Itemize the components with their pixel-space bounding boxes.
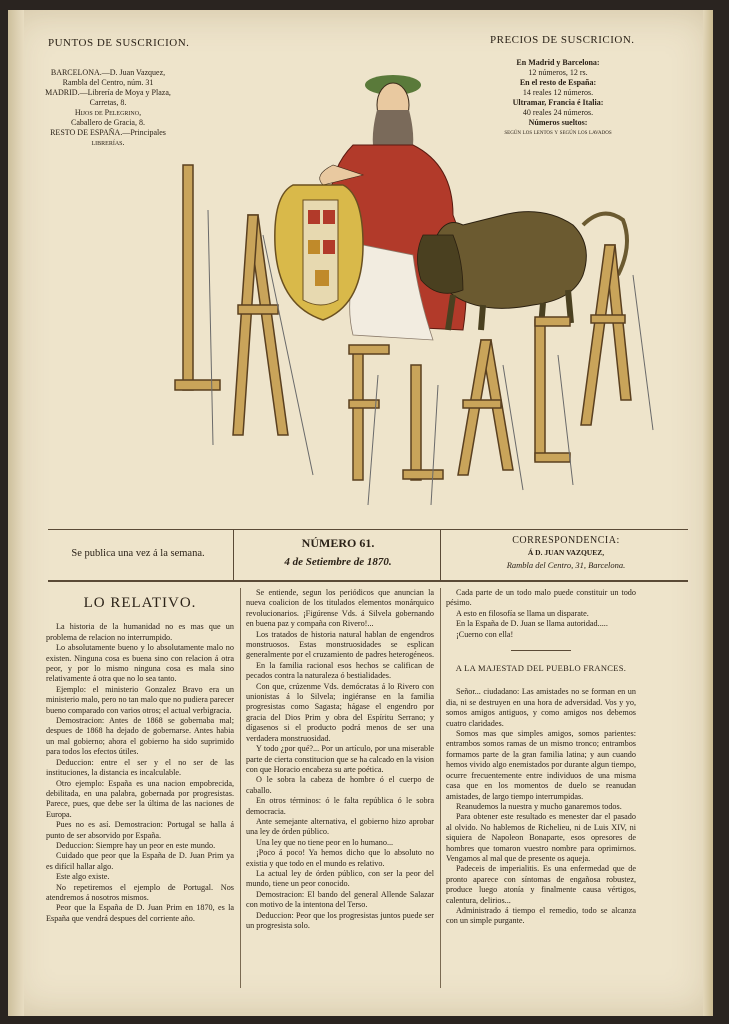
paragraph: Para obtener este resultado es menester dar el pasado al olvido. No hablemos de Richelieu, ni de Luis XIV, ni siquiera de Napoleon Bonaparte, esos opresores de hombres que tomaron vuestro nombre para oprimirnos. Vengamos al mal que de presente os aqueja. [446,812,636,863]
price-line: Ultramar, Francia é Italia: [512,98,604,107]
article-column-2 [246,588,434,931]
logo-letter-L [183,165,193,390]
column-rule [240,588,241,988]
paragraph: Ante semejante alternativa, el gobierno hizo aprobar una ley de órden público. [246,816,434,837]
binding-edge-left [8,10,24,1016]
divider-rule [48,581,688,582]
logo-letter-A-left [233,215,258,435]
paragraph: O le sobra la cabeza de hombre ó el cuerpo de caballo. [246,775,434,795]
paragraph: ¡Poco á poco! Ya hemos dicho que lo absoluto no existia y que todo en el mundo es relativo. [246,848,434,868]
publication-frequency: Se publica una vez á la semana. [71,548,205,559]
paragraph: En la familia racional esos hechos se califican de pecados contra la naturaleza ó bestialidades. [246,660,434,681]
paragraph: Demostracion: El bando del general Allende Salazar con motivo de la intentona del Terso. [246,889,434,910]
correspondence-name: Á D. JUAN VAZQUEZ, [527,548,605,557]
article-lo-relativo [46,588,234,924]
subscription-line: Rambla del Centro, núm. 31 [62,78,154,87]
newspaper-page [8,10,713,1016]
logo-letter-C [535,320,545,460]
paragraph: Ejemplo: el ministerio Gonzalez Bravo era un ministerio malo, pero no tan malo que no pudiera parecer bueno comparado con varios otros; el actual verbigracia. [46,684,234,715]
shield-quarter [308,210,320,224]
price-line: Números sueltos: [528,118,588,127]
price-line: 40 reales 24 números. [522,108,594,117]
paragraph: Con que, crúzenme Vds. demócratas á lo Rivero con unionistas á lo Silvela; ingiéranse en la familia progresistas como Sagasta; hágase el engendro por gracia del Dios Prim y obra del Espíritu Serrano; y dígasenos si el producto podrá menos de ser una verdadera monstruosidad. [246,681,434,743]
subscription-line: BARCELONA.—D. Juan Vazquez, [50,68,166,77]
paragraph: Deduccion: Peor que los progresistas juntos puede ser un progresista solo. [246,910,434,930]
subscription-prices-title: PRECIOS DE SUSCRICION. [490,34,635,46]
subscription-line: Carretas, 8. [89,98,127,107]
paragraph: Deduccion: entre el ser y el no ser de las instituciones, la distancia es incalculable. [46,757,234,778]
logo-letter-F-mid [349,400,379,408]
paragraph: Señor... ciudadano: Las amistades no se forman en un dia, ni se destruyen en una hora de adversidad. Vos y yo, somos amigos antiguos, y como amigos nos debemos cuatro claridades. [446,687,636,728]
paragraph: La actual ley de órden público, con ser la peor del mundo, tiene un peor conocido. [246,868,434,889]
subscription-line: MADRID.—Librería de Moya y Plaza, [45,88,171,97]
paragraph: Cuidado que peor que la España de D. Juan Prim ya es difícil hallar algo. [46,851,234,871]
subscription-line: librerías. [91,138,125,147]
subscription-line: Caballero de Gracia, 8. [71,118,145,127]
logo-letter-L2 [411,365,421,480]
paragraph: Reanudemos la nuestra y mucho ganaremos todos. [456,801,622,811]
issue-info-row [48,529,688,581]
paragraph: Lo absolutamente bueno y lo absolutamente malo no existen. Ninguna cosa es buena sino con relacion á otra peor, y por lo mismo ninguna cosa es mala sino relativamente á otra que no lo sea tanto. [46,643,234,684]
paragraph: Otro ejemplo: España es una nacion empobrecida, debilitada, en una palabra, gobernada por progresistas. Parece, pues, que debe ser la última de las naciones de Europa. [46,778,234,819]
subscription-line: Hijos de Pelegrino, [74,108,142,117]
section-divider [511,650,571,651]
logo-letter-A3-bar [591,315,625,323]
paragraph: Y todo ¿por qué?... Por un artículo, por una miserable parte de cierta constitucion que se ha calcado en la vision con que Horacio encabeza su arte poética. [246,744,434,774]
subscription-points-list [38,68,178,148]
paragraph: No repetiremos el ejemplo de Portugal. Nos atendremos á nosotros mismos. [46,882,234,902]
paragraph: Deduccion: Siempre hay un peor en este mundo. [56,840,216,850]
logo-letter-A-bar [238,305,278,314]
paragraph: Los tratados de historia natural hablan de engendros monstruosos. Estas monstruosidades se esplican generalmente por el cruzamiento de padres heterogéneos. [246,629,434,660]
paragraph: La historia de la humanidad no es mas que un problema de relacion no interrumpido. [46,622,234,642]
paragraph: Este algo existe. [56,872,110,882]
masthead-illustration [163,65,663,515]
logo-letter-L2-foot [403,470,443,479]
correspondence-title: CORRESPONDENCIA: [512,535,620,546]
page-edge-right [703,10,713,1016]
shield-quarter [323,240,335,254]
article-title: LO RELATIVO. [83,595,197,611]
paragraph: Demostracion: Antes de 1868 se gobernaba mal; despues de 1868 ha dejado de gobernarse. Antes habia un mal gobierno; ahora el gobierno ha sido suprimido para todos los efectos útiles. [46,716,234,757]
subscription-points-title: PUNTOS DE SUSCRICION. [48,37,190,49]
issue-number: NÚMERO 61. [301,536,375,550]
logo-letter-F [353,350,363,480]
paragraph: Se entiende, segun los periódicos que anuncian la nueva coalicion de los titulados elementos monárquico revolucionarios. ¡Figúrense Vds. á Silvela gobernando en buena paz y compaña con Rivero!... [246,588,434,629]
subscription-line: RESTO DE ESPAÑA.—Principales [50,128,166,137]
column-rule [440,588,441,988]
logo-letter-A2-bar [463,400,501,408]
logo-letter-F-top [349,345,389,354]
paragraph: Cada parte de un todo malo puede constituir un todo pésimo. [446,588,636,608]
logo-letter-C-bottom [535,453,570,462]
price-line: según los lentos y según los lavados [504,129,612,136]
paragraph: Padeceis de imperialitis. Es una enfermedad que de pronto aparece con síntomas de engañosa robustez, produce luego atonía y finalmente causa vértigos, calentura, delirios... [446,864,636,905]
paragraph: A esto en filosofía se llama un disparate. [456,608,589,618]
logo-letter-L-foot [175,380,220,390]
section-title: A LA MAJESTAD DEL PUEBLO FRANCES. [455,663,627,674]
correspondence-address: Rambla del Centro, 31, Barcelona. [506,560,626,570]
paragraph: ¡Cuerno con ella! [456,629,514,639]
issue-date: 4 de Setiembre de 1870. [284,556,392,568]
price-line: En el resto de España: [519,78,597,87]
logo-letter-A3-left [581,245,615,425]
article-column-3 [446,588,636,927]
paragraph: En la España de D. Juan se llama autoridad..... [456,619,608,629]
logo-letter-C-top [535,317,570,326]
paragraph: Pues no es así. Demostracion: Portugal se halla á punto de ser absorvido por España. [46,820,234,840]
paragraph: Administrado á tiempo el remedio, todo se alcanza con un simple purgante. [446,905,636,926]
paragraph: Somos mas que simples amigos, somos parientes: entrambos somos ramas de un mismo tronco; entrambos formamos parte de la gran familia latina; y aun cuando hemos vivido algo enemistados por durante algun tiempo, ocurre frecuentemente entre individuos de una misma casa que en los momentos de duelo se reanudan amistades, de largo tiempo interrumpidas. [446,729,636,801]
shield-quarter [308,240,320,254]
paragraph: Una ley que no tiene peor en lo humano... [256,837,394,847]
paragraph: En otros términos: ó le falta república ó le sobra democracia. [246,796,434,816]
price-line: 12 números, 12 rs. [528,68,588,77]
price-line: En Madrid y Barcelona: [516,58,600,67]
shield-quarter [323,210,335,224]
shield-quarter [315,270,329,286]
price-line: 14 reales 12 números. [522,88,594,97]
paragraph: Peor que la España de D. Juan Prim en 1870, es la España que vendrá despues del corriente año. [46,903,234,923]
